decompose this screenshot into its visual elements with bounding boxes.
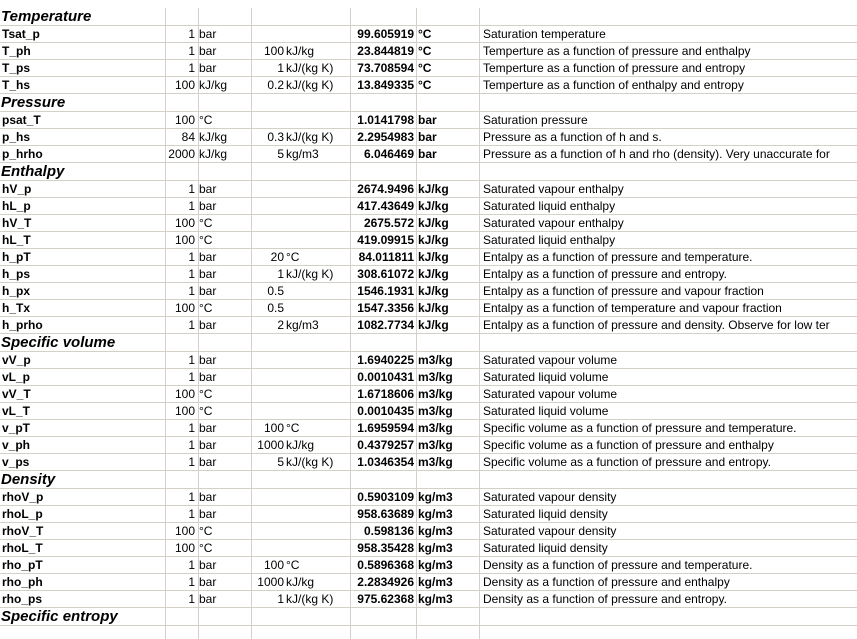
description-cell[interactable]: Entalpy as a function of temperature and vapour fraction [483, 301, 782, 315]
result-value-cell[interactable]: 84.011811 [358, 250, 414, 264]
input-1-unit-cell[interactable]: bar [199, 44, 217, 58]
input-1-unit-cell[interactable]: °C [199, 524, 213, 538]
description-cell[interactable]: Temperture as a function of pressure and enthalpy [483, 44, 751, 58]
input-2-unit-cell[interactable] [286, 283, 348, 299]
input-2-unit-cell[interactable]: kJ/(kg K) [286, 455, 334, 469]
input-1-unit-cell[interactable]: bar [199, 421, 217, 435]
input-2-unit-cell[interactable] [286, 26, 348, 42]
table-row [0, 60, 857, 77]
input-2-value-cell[interactable] [252, 112, 284, 128]
input-1-unit-cell[interactable]: bar [199, 182, 217, 196]
function-name-cell[interactable]: v_pT [2, 421, 31, 435]
input-1-unit-cell[interactable]: °C [199, 216, 213, 230]
input-2-value-cell[interactable]: 100 [263, 44, 284, 58]
spreadsheet-grid[interactable] [0, 8, 857, 639]
description-cell[interactable]: Specific volume as a function of pressure and enthalpy [483, 438, 774, 452]
input-1-unit-cell[interactable]: bar [199, 438, 217, 452]
result-unit-cell[interactable]: m3/kg [418, 455, 453, 469]
input-1-value-cell[interactable]: 1 [188, 558, 195, 572]
function-name-cell[interactable]: rhoL_p [2, 507, 43, 521]
result-value-cell[interactable]: 958.35428 [357, 541, 414, 555]
result-value-cell[interactable]: 2675.572 [363, 216, 414, 230]
function-name-cell[interactable]: v_ps [2, 455, 30, 469]
section-header-row [0, 608, 857, 626]
result-unit-cell[interactable]: m3/kg [418, 438, 453, 452]
input-1-unit-cell[interactable]: bar [199, 318, 217, 332]
result-unit-cell[interactable]: kJ/kg [418, 301, 449, 315]
table-row [0, 129, 857, 146]
input-1-value-cell[interactable]: 100 [174, 78, 195, 92]
input-1-unit-cell[interactable]: bar [199, 490, 217, 504]
input-1-unit-cell[interactable]: °C [199, 113, 213, 127]
result-unit-cell[interactable]: kg/m3 [418, 490, 453, 504]
result-unit-cell[interactable]: kg/m3 [418, 558, 453, 572]
result-unit-cell[interactable]: kJ/kg [418, 182, 449, 196]
input-2-value-cell[interactable] [252, 506, 284, 522]
input-2-unit-cell[interactable]: kJ/kg [286, 438, 315, 452]
input-2-unit-cell[interactable]: kJ/(kg K) [286, 130, 334, 144]
input-2-unit-cell[interactable]: °C [286, 421, 300, 435]
result-unit-cell[interactable]: kJ/kg [418, 250, 449, 264]
result-unit-cell[interactable]: °C [418, 78, 432, 92]
input-2-value-cell[interactable]: 100 [263, 558, 284, 572]
description-cell[interactable]: Saturated vapour volume [483, 387, 618, 401]
result-unit-cell[interactable]: kJ/kg [418, 284, 449, 298]
result-unit-cell[interactable]: bar [418, 147, 437, 161]
input-2-value-cell[interactable]: 1 [277, 592, 284, 606]
result-value-cell[interactable]: 419.09915 [357, 233, 414, 247]
input-2-unit-cell[interactable] [286, 352, 348, 368]
result-value-cell[interactable]: 1.6940225 [357, 353, 414, 367]
description-cell[interactable]: Density as a function of pressure and enthalpy [483, 575, 730, 589]
result-value-cell[interactable]: 1.6718606 [357, 387, 414, 401]
result-value-cell[interactable]: 0.0010435 [357, 404, 414, 418]
function-name-cell[interactable]: rhoL_T [2, 541, 43, 555]
result-value-cell[interactable]: 99.605919 [357, 27, 414, 41]
description-cell[interactable]: Saturated liquid volume [483, 370, 609, 384]
result-value-cell[interactable]: 0.598136 [363, 524, 414, 538]
table-row [0, 215, 857, 232]
input-1-value-cell[interactable]: 1 [188, 592, 195, 606]
result-unit-cell[interactable]: kg/m3 [418, 575, 453, 589]
input-1-unit-cell[interactable]: bar [199, 507, 217, 521]
input-1-value-cell[interactable]: 1 [188, 318, 195, 332]
section-title[interactable]: Pressure [1, 94, 66, 111]
input-2-unit-cell[interactable] [286, 506, 348, 522]
description-cell[interactable]: Entalpy as a function of pressure and density. Observe for low ter [483, 318, 830, 332]
description-cell[interactable]: Entalpy as a function of pressure and entropy. [483, 267, 727, 281]
input-1-unit-cell[interactable]: kJ/kg [199, 78, 228, 92]
input-1-value-cell[interactable]: 1 [188, 507, 195, 521]
input-2-unit-cell[interactable]: kg/m3 [286, 147, 319, 161]
input-1-value-cell[interactable]: 100 [174, 301, 195, 315]
result-value-cell[interactable]: 417.43649 [357, 199, 414, 213]
input-2-unit-cell[interactable] [286, 523, 348, 539]
result-unit-cell[interactable]: kg/m3 [418, 524, 453, 538]
input-2-unit-cell[interactable]: kJ/(kg K) [286, 267, 334, 281]
input-1-unit-cell[interactable]: °C [199, 404, 213, 418]
table-row [0, 26, 857, 43]
function-name-cell[interactable]: Tsat_p [2, 27, 40, 41]
function-name-cell[interactable]: h_Tx [2, 301, 31, 315]
table-row [0, 283, 857, 300]
function-name-cell[interactable]: p_hs [2, 130, 31, 144]
input-1-unit-cell[interactable]: bar [199, 370, 217, 384]
input-2-unit-cell[interactable] [286, 540, 348, 556]
table-row [0, 574, 857, 591]
table-row [0, 437, 857, 454]
description-cell[interactable]: Saturated liquid density [483, 541, 608, 555]
input-2-unit-cell[interactable]: kg/m3 [286, 318, 319, 332]
input-2-value-cell[interactable] [252, 198, 284, 214]
function-name-cell[interactable]: h_px [2, 284, 31, 298]
input-1-value-cell[interactable]: 1 [188, 27, 195, 41]
input-2-value-cell[interactable]: 2 [277, 318, 284, 332]
input-2-value-cell[interactable] [252, 352, 284, 368]
result-value-cell[interactable]: 0.0010431 [357, 370, 414, 384]
result-unit-cell[interactable]: m3/kg [418, 353, 453, 367]
input-2-value-cell[interactable]: 5 [277, 147, 284, 161]
input-2-unit-cell[interactable] [286, 215, 348, 231]
input-2-value-cell[interactable] [252, 540, 284, 556]
description-cell[interactable]: Entalpy as a function of pressure and vapour fraction [483, 284, 764, 298]
result-value-cell[interactable]: 308.61072 [357, 267, 414, 281]
input-1-unit-cell[interactable]: bar [199, 592, 217, 606]
input-1-value-cell[interactable]: 84 [181, 130, 195, 144]
input-1-value-cell[interactable]: 2000 [168, 147, 195, 161]
input-2-value-cell[interactable]: 1 [277, 61, 284, 75]
description-cell[interactable]: Saturated vapour enthalpy [483, 216, 624, 230]
description-cell[interactable]: Specific volume as a function of pressure and temperature. [483, 421, 797, 435]
description-cell[interactable]: Saturation temperature [483, 27, 606, 41]
input-2-unit-cell[interactable]: kJ/kg [286, 575, 315, 589]
result-value-cell[interactable]: 23.844819 [357, 44, 414, 58]
input-1-value-cell[interactable]: 100 [174, 524, 195, 538]
input-2-value-cell[interactable]: 0.5 [267, 284, 284, 298]
section-title[interactable]: Density [1, 471, 56, 488]
table-row [0, 454, 857, 471]
result-unit-cell[interactable]: bar [418, 130, 437, 144]
function-name-cell[interactable]: vL_T [2, 404, 31, 418]
input-2-unit-cell[interactable]: kJ/kg [286, 44, 315, 58]
table-row [0, 300, 857, 317]
input-1-value-cell[interactable]: 100 [174, 404, 195, 418]
table-row [0, 591, 857, 608]
result-value-cell[interactable]: 2674.9496 [357, 182, 414, 196]
result-value-cell[interactable]: 1.6959594 [357, 421, 414, 435]
table-row [0, 317, 857, 334]
input-1-value-cell[interactable]: 100 [174, 113, 195, 127]
result-unit-cell[interactable]: kg/m3 [418, 507, 453, 521]
input-1-value-cell[interactable]: 1 [188, 199, 195, 213]
section-header-row [0, 334, 857, 352]
input-2-value-cell[interactable]: 5 [277, 455, 284, 469]
input-2-value-cell[interactable] [252, 181, 284, 197]
input-1-value-cell[interactable]: 1 [188, 490, 195, 504]
description-cell[interactable]: Pressure as a function of h and s. [483, 130, 662, 144]
function-name-cell[interactable]: psat_T [2, 113, 41, 127]
table-row [0, 403, 857, 420]
input-1-unit-cell[interactable]: °C [199, 387, 213, 401]
table-row [0, 523, 857, 540]
input-2-unit-cell[interactable] [286, 300, 348, 316]
input-2-value-cell[interactable]: 0.2 [267, 78, 284, 92]
input-1-value-cell[interactable]: 1 [188, 182, 195, 196]
input-1-unit-cell[interactable]: °C [199, 541, 213, 555]
input-2-value-cell[interactable] [252, 386, 284, 402]
input-2-unit-cell[interactable] [286, 181, 348, 197]
input-1-unit-cell[interactable]: bar [199, 61, 217, 75]
table-row [0, 146, 857, 163]
input-1-value-cell[interactable]: 1 [188, 455, 195, 469]
result-unit-cell[interactable]: kg/m3 [418, 541, 453, 555]
section-header-row [0, 163, 857, 181]
function-name-cell[interactable]: rhoV_p [2, 490, 44, 504]
result-unit-cell[interactable]: m3/kg [418, 404, 453, 418]
result-unit-cell[interactable]: bar [418, 113, 437, 127]
result-value-cell[interactable]: 1082.7734 [357, 318, 414, 332]
description-cell[interactable]: Saturated liquid volume [483, 404, 609, 418]
result-value-cell[interactable]: 73.708594 [357, 61, 414, 75]
function-name-cell[interactable]: rhoV_T [2, 524, 44, 538]
description-cell[interactable]: Saturated vapour density [483, 524, 617, 538]
result-value-cell[interactable]: 1.0141798 [357, 113, 414, 127]
input-1-value-cell[interactable]: 100 [174, 387, 195, 401]
result-unit-cell[interactable]: kg/m3 [418, 592, 453, 606]
input-1-unit-cell[interactable]: kJ/kg [199, 147, 228, 161]
input-1-unit-cell[interactable]: bar [199, 267, 217, 281]
input-2-value-cell[interactable] [252, 523, 284, 539]
section-title[interactable]: Temperature [1, 8, 92, 25]
description-cell[interactable]: Entalpy as a function of pressure and temperature. [483, 250, 753, 264]
description-cell[interactable]: Saturated liquid density [483, 507, 608, 521]
result-value-cell[interactable]: 0.5903109 [357, 490, 414, 504]
description-cell[interactable]: Saturated vapour enthalpy [483, 182, 624, 196]
input-2-unit-cell[interactable]: kJ/(kg K) [286, 61, 334, 75]
section-title[interactable]: Specific volume [1, 334, 116, 351]
input-2-unit-cell[interactable] [286, 369, 348, 385]
input-2-value-cell[interactable] [252, 403, 284, 419]
input-2-unit-cell[interactable] [286, 403, 348, 419]
result-value-cell[interactable]: 1.0346354 [357, 455, 414, 469]
result-unit-cell[interactable]: kJ/kg [418, 216, 449, 230]
section-title[interactable]: Enthalpy [1, 163, 65, 180]
result-value-cell[interactable]: 0.5896368 [357, 558, 414, 572]
input-2-value-cell[interactable]: 1000 [257, 575, 284, 589]
table-row [0, 249, 857, 266]
table-row [0, 369, 857, 386]
function-name-cell[interactable]: vV_p [2, 353, 31, 367]
result-value-cell[interactable]: 6.046469 [363, 147, 414, 161]
result-value-cell[interactable]: 0.4379257 [357, 438, 414, 452]
table-row [0, 506, 857, 523]
result-unit-cell[interactable]: °C [418, 61, 432, 75]
description-cell[interactable]: Specific volume as a function of pressure and entropy. [483, 455, 771, 469]
function-name-cell[interactable]: rho_ps [2, 592, 43, 606]
function-name-cell[interactable]: T_ps [2, 61, 31, 75]
table-row [0, 557, 857, 574]
input-1-unit-cell[interactable]: kJ/kg [199, 130, 228, 144]
result-unit-cell[interactable]: °C [418, 44, 432, 58]
input-2-value-cell[interactable]: 100 [263, 421, 284, 435]
function-name-cell[interactable]: p_hrho [2, 147, 43, 161]
input-2-value-cell[interactable]: 0.5 [267, 301, 284, 315]
input-2-unit-cell[interactable] [286, 386, 348, 402]
function-name-cell[interactable]: hL_T [2, 233, 31, 247]
result-value-cell[interactable]: 13.849335 [357, 78, 414, 92]
input-1-unit-cell[interactable]: bar [199, 250, 217, 264]
input-2-unit-cell[interactable] [286, 198, 348, 214]
function-name-cell[interactable]: hV_p [2, 182, 32, 196]
input-1-value-cell[interactable]: 1 [188, 61, 195, 75]
table-row [0, 198, 857, 215]
input-2-unit-cell[interactable] [286, 232, 348, 248]
result-value-cell[interactable]: 1547.3356 [357, 301, 414, 315]
section-header-row [0, 8, 857, 26]
function-name-cell[interactable]: rho_pT [2, 558, 43, 572]
table-row [0, 266, 857, 283]
result-value-cell[interactable]: 958.63689 [357, 507, 414, 521]
section-header-row [0, 471, 857, 489]
table-row [0, 489, 857, 506]
table-row [0, 386, 857, 403]
input-2-unit-cell[interactable]: °C [286, 558, 300, 572]
result-unit-cell[interactable]: m3/kg [418, 421, 453, 435]
description-cell[interactable]: Saturated vapour density [483, 490, 617, 504]
result-value-cell[interactable]: 2.2834926 [357, 575, 414, 589]
description-cell[interactable]: Saturated liquid enthalpy [483, 199, 616, 213]
input-2-unit-cell[interactable]: °C [286, 250, 300, 264]
result-unit-cell[interactable]: kJ/kg [418, 267, 449, 281]
result-value-cell[interactable]: 2.2954983 [357, 130, 414, 144]
table-row [0, 420, 857, 437]
function-name-cell[interactable]: h_prho [2, 318, 43, 332]
description-cell[interactable]: Temperture as a function of pressure and entropy [483, 61, 746, 75]
input-1-unit-cell[interactable]: °C [199, 301, 213, 315]
input-1-value-cell[interactable]: 1 [188, 370, 195, 384]
input-2-unit-cell[interactable] [286, 112, 348, 128]
table-row [0, 43, 857, 60]
input-2-value-cell[interactable]: 20 [270, 250, 284, 264]
input-1-unit-cell[interactable]: bar [199, 558, 217, 572]
input-2-value-cell[interactable] [252, 215, 284, 231]
table-row [0, 352, 857, 369]
function-name-cell[interactable]: rho_ph [2, 575, 43, 589]
function-name-cell[interactable]: vV_T [2, 387, 31, 401]
table-row [0, 112, 857, 129]
input-2-value-cell[interactable] [252, 26, 284, 42]
function-name-cell[interactable]: v_ph [2, 438, 31, 452]
description-cell[interactable]: Temperture as a function of enthalpy and entropy [483, 78, 744, 92]
input-1-value-cell[interactable]: 100 [174, 541, 195, 555]
table-row [0, 232, 857, 249]
input-1-unit-cell[interactable]: bar [199, 199, 217, 213]
function-name-cell[interactable]: T_ph [2, 44, 31, 58]
input-1-value-cell[interactable]: 1 [188, 421, 195, 435]
input-1-value-cell[interactable]: 1 [188, 267, 195, 281]
input-1-unit-cell[interactable]: °C [199, 233, 213, 247]
input-2-value-cell[interactable] [252, 232, 284, 248]
table-row [0, 77, 857, 94]
function-name-cell[interactable]: hV_T [2, 216, 32, 230]
result-unit-cell[interactable]: °C [418, 27, 432, 41]
function-name-cell[interactable]: vL_p [2, 370, 31, 384]
result-unit-cell[interactable]: kJ/kg [418, 318, 449, 332]
input-2-value-cell[interactable]: 1000 [257, 438, 284, 452]
description-cell[interactable]: Saturated vapour volume [483, 353, 618, 367]
input-1-unit-cell[interactable]: bar [199, 455, 217, 469]
description-cell[interactable]: Saturation pressure [483, 113, 588, 127]
input-1-unit-cell[interactable]: bar [199, 353, 217, 367]
input-1-value-cell[interactable]: 1 [188, 44, 195, 58]
input-2-value-cell[interactable]: 0.3 [267, 130, 284, 144]
function-name-cell[interactable]: h_ps [2, 267, 31, 281]
input-2-value-cell[interactable]: 1 [277, 267, 284, 281]
result-value-cell[interactable]: 1546.1931 [357, 284, 414, 298]
result-unit-cell[interactable]: m3/kg [418, 370, 453, 384]
input-1-value-cell[interactable]: 1 [188, 575, 195, 589]
description-cell[interactable]: Density as a function of pressure and entropy. [483, 592, 727, 606]
input-1-unit-cell[interactable]: bar [199, 284, 217, 298]
table-row [0, 181, 857, 198]
description-cell[interactable]: Pressure as a function of h and rho (density). Very unaccurate for [483, 147, 830, 161]
input-2-value-cell[interactable] [252, 489, 284, 505]
input-2-unit-cell[interactable] [286, 489, 348, 505]
input-1-unit-cell[interactable]: bar [199, 27, 217, 41]
description-cell[interactable]: Saturated liquid enthalpy [483, 233, 616, 247]
result-unit-cell[interactable]: kJ/kg [418, 199, 449, 213]
function-name-cell[interactable]: h_pT [2, 250, 31, 264]
input-1-value-cell[interactable]: 1 [188, 284, 195, 298]
input-1-value-cell[interactable]: 1 [188, 353, 195, 367]
section-title[interactable]: Specific entropy [1, 608, 118, 625]
description-cell[interactable]: Density as a function of pressure and temperature. [483, 558, 753, 572]
input-2-value-cell[interactable] [252, 369, 284, 385]
input-1-value-cell[interactable]: 100 [174, 233, 195, 247]
result-unit-cell[interactable]: m3/kg [418, 387, 453, 401]
function-name-cell[interactable]: T_hs [2, 78, 31, 92]
result-value-cell[interactable]: 975.62368 [357, 592, 414, 606]
table-row [0, 540, 857, 557]
input-1-value-cell[interactable]: 100 [174, 216, 195, 230]
input-1-value-cell[interactable]: 1 [188, 250, 195, 264]
input-2-unit-cell[interactable]: kJ/(kg K) [286, 592, 334, 606]
function-name-cell[interactable]: hL_p [2, 199, 31, 213]
result-unit-cell[interactable]: kJ/kg [418, 233, 449, 247]
input-1-value-cell[interactable]: 1 [188, 438, 195, 452]
section-header-row [0, 94, 857, 112]
input-1-unit-cell[interactable]: bar [199, 575, 217, 589]
input-2-unit-cell[interactable]: kJ/(kg K) [286, 78, 334, 92]
